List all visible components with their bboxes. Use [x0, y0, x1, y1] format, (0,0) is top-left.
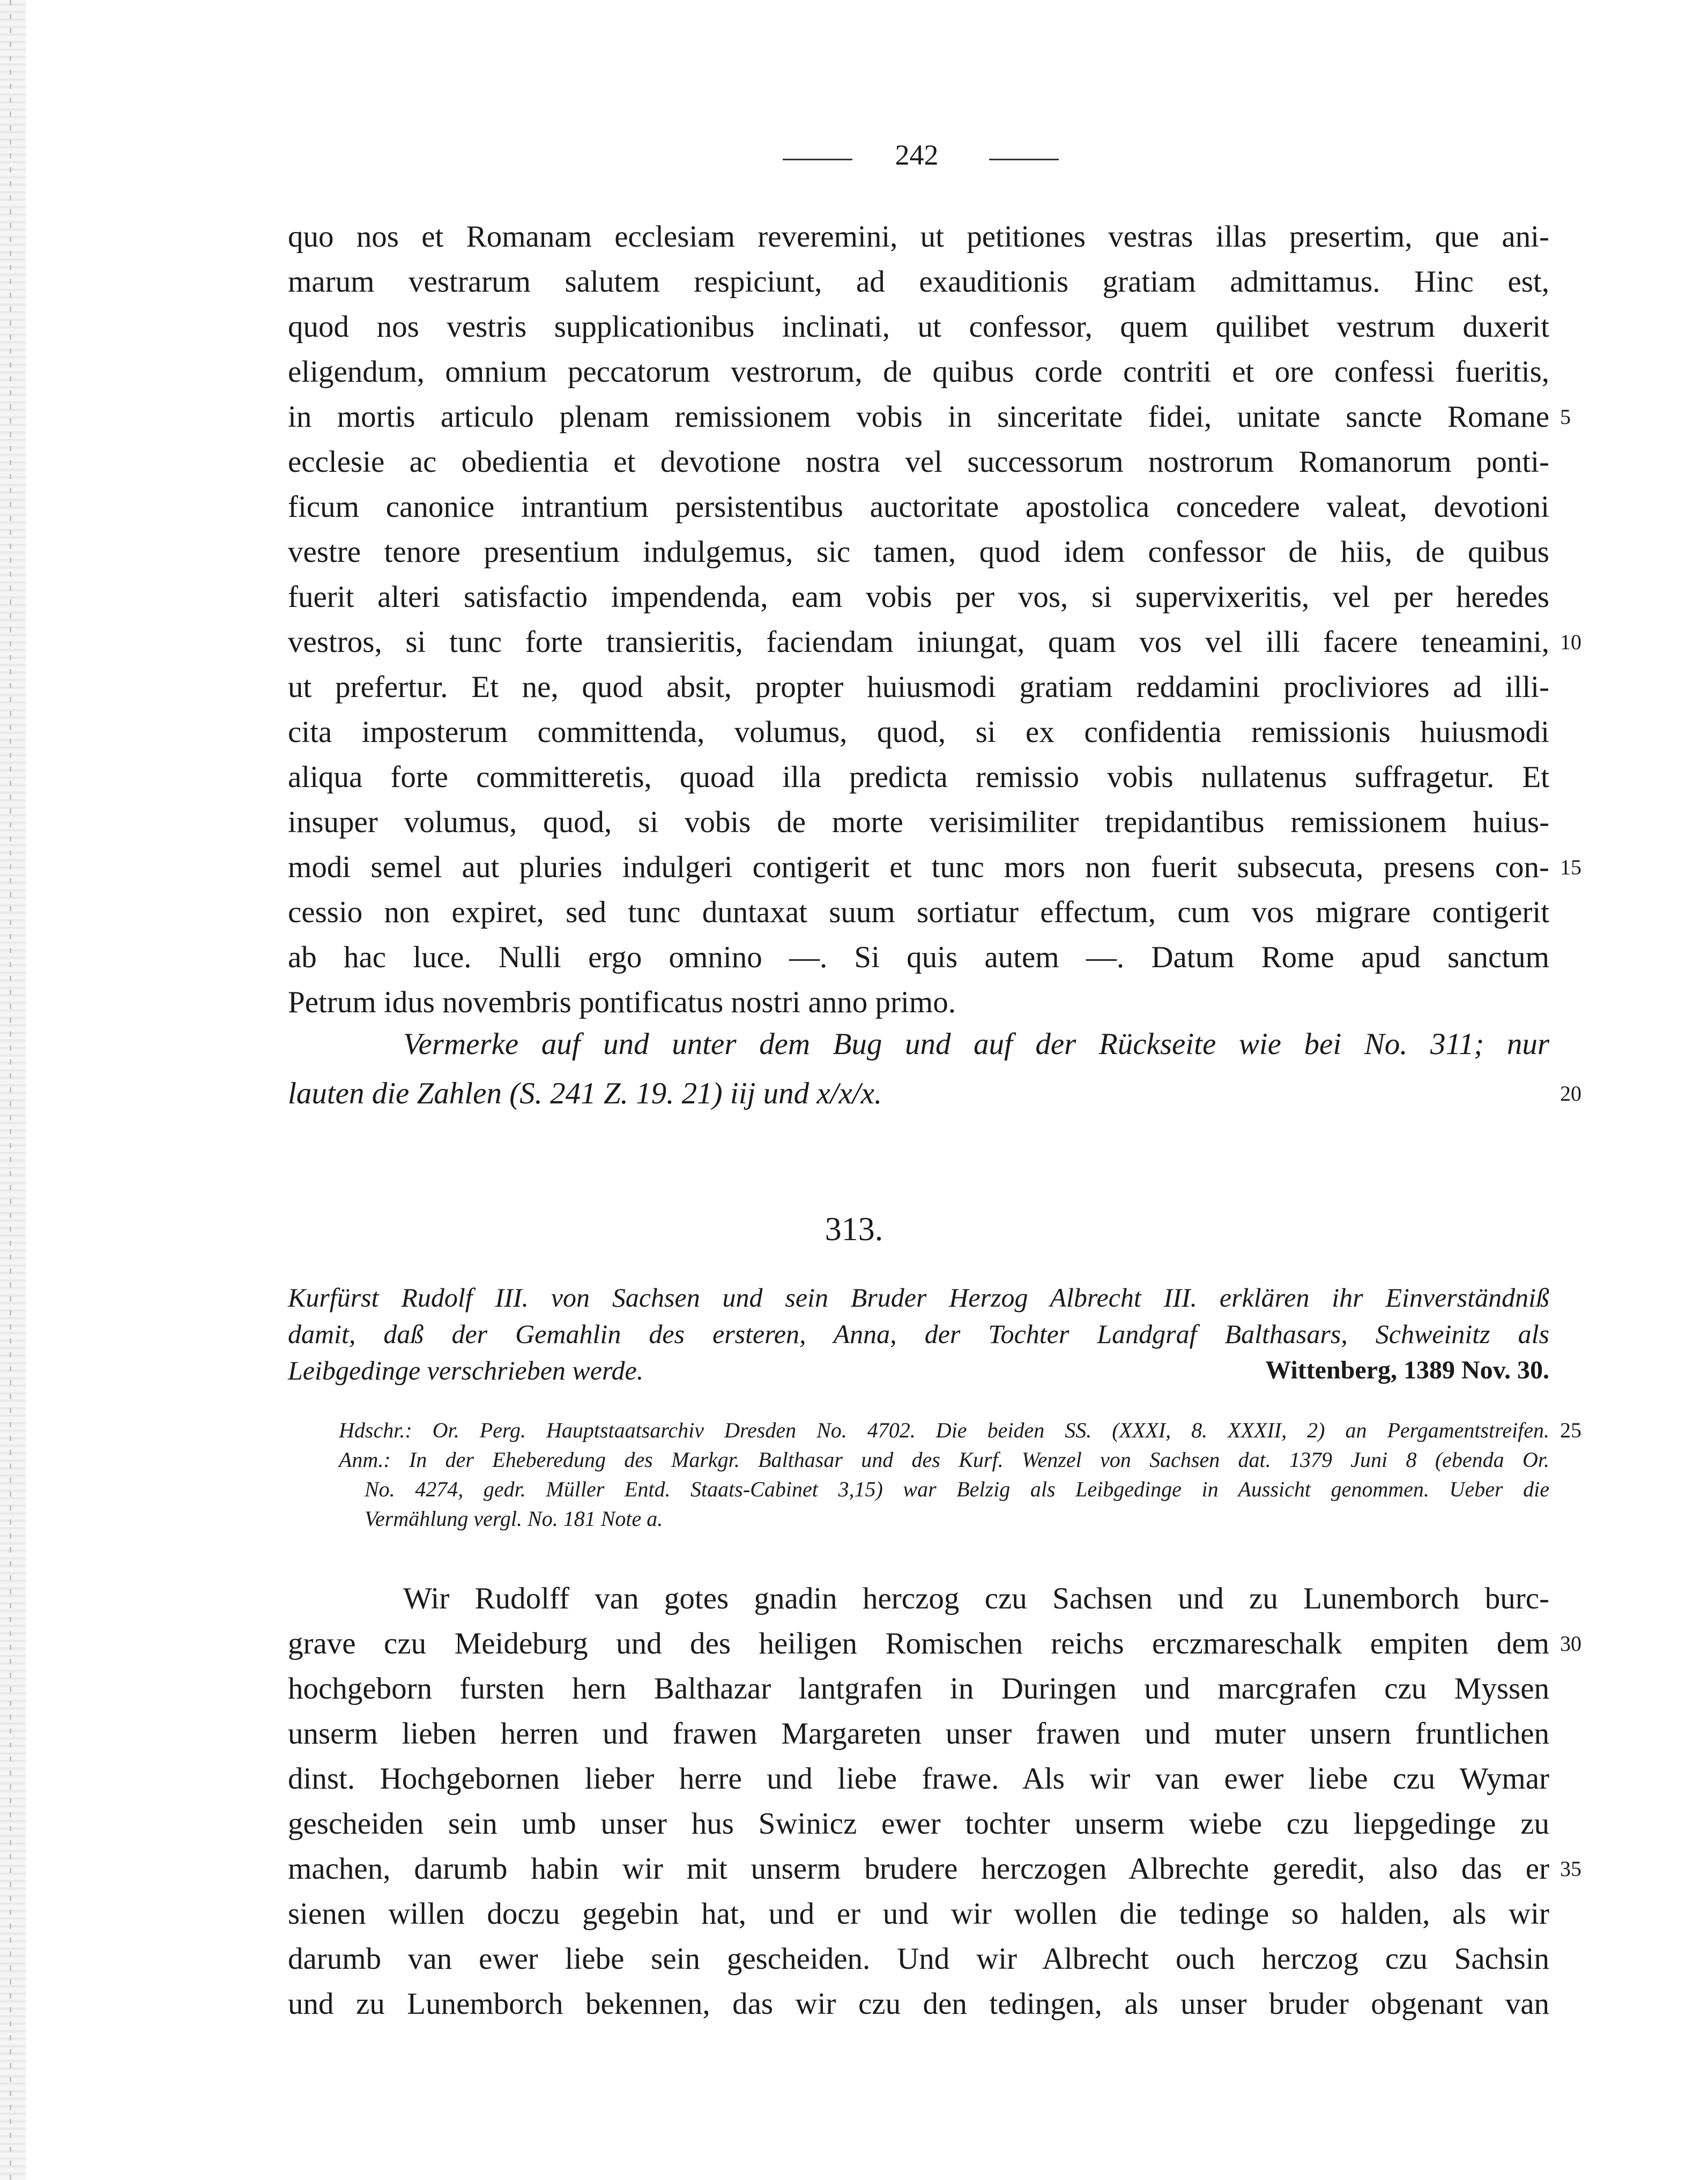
line-number: 35 [1560, 1857, 1581, 1881]
line-number: 5 [1560, 405, 1571, 429]
line-number: 20 [1560, 1081, 1581, 1106]
text-line: cita imposterum committenda, volumus, quod, si ex confidentia remissionis huiusmodi [288, 715, 1549, 749]
note-line: Vermählung vergl. No. 181 Note a. [365, 1507, 663, 1531]
text-line: unserm lieben herren und frawen Margareten unser frawen und muter unsern fruntlichen [288, 1717, 1549, 1751]
text-line: fuerit alteri satisfactio impendenda, eam vobis per vos, si supervixeritis, vel per heredes [288, 580, 1549, 614]
text-line: marum vestrarum salutem respiciunt, ad exauditionis gratiam admittamus. Hinc est, [288, 265, 1549, 299]
text-line: vestre tenore presentium indulgemus, sic tamen, quod idem confessor de hiis, de quibus [288, 535, 1549, 569]
text-line: ficum canonice intrantium persistentibus auctoritate apostolica concedere valeat, devotioni [288, 490, 1549, 524]
text-line: aliqua forte committeretis, quoad illa predicta remissio vobis nullatenus suffragetur. Et [288, 760, 1549, 794]
text-line: ecclesie ac obedientia et devotione nostra vel successorum nostrorum Romanorum ponti- [288, 445, 1549, 479]
header-rule-left [783, 159, 852, 160]
line-number: 25 [1560, 1418, 1581, 1442]
page-header [0, 138, 1708, 181]
text-line: hochgeborn fursten hern Balthazar lantgrafen in Duringen und marcgrafen czu Myssen [288, 1672, 1549, 1706]
scan-edge-mark [10, 0, 11, 2180]
text-line: insuper volumus, quod, si vobis de morte verisimiliter trepidantibus remissionem huius- [288, 805, 1549, 839]
page-number: 242 [895, 139, 939, 171]
regest-line: Kurfürst Rudolf III. von Sachsen und sein Bruder Herzog Albrecht III. erklären ihr Einverständniß [288, 1282, 1549, 1313]
document-number: 313. [825, 1211, 883, 1248]
text-line: eligendum, omnium peccatorum vestrorum, de quibus corde contriti et ore confessi fueritis, [288, 355, 1549, 389]
regest-line: Leibgedinge verschrieben werde. [288, 1355, 644, 1385]
note-line: Hdschr.: Or. Perg. Hauptstaatsarchiv Dresden No. 4702. Die beiden SS. (XXXI, 8. XXXII, 2) an Pergamentstreifen. [339, 1418, 1549, 1442]
scan-edge [0, 0, 26, 2180]
text-line: quo nos et Romanam ecclesiam reveremini, ut petitiones vestras illas presertim, que ani- [288, 220, 1549, 254]
text-line: quod nos vestris supplicationibus inclinati, ut confessor, quem quilibet vestrum duxerit [288, 310, 1549, 344]
header-rule-right [989, 159, 1059, 160]
text-line: in mortis articulo plenam remissionem vobis in sinceritate fidei, unitate sancte Romane [288, 400, 1549, 434]
text-line: vestros, si tunc forte transieritis, faciendam iniungat, quam vos vel illi facere teneamini, [288, 625, 1549, 659]
text-line: darumb van ewer liebe sein gescheiden. Und wir Albrecht ouch herczog czu Sachsin [288, 1942, 1549, 1976]
text-line: dinst. Hochgebornen lieber herre und liebe frawe. Als wir van ewer liebe czu Wymar [288, 1762, 1549, 1796]
text-line: Wir Rudolff van gotes gnadin herczog czu Sachsen und zu Lunemborch burc- [403, 1582, 1549, 1615]
text-line: grave czu Meideburg und des heiligen Romischen reichs erczmareschalk empiten dem [288, 1627, 1549, 1660]
text-line: ab hac luce. Nulli ergo omnino —. Si quis autem —. Datum Rome apud sanctum [288, 940, 1549, 974]
line-number: 10 [1560, 630, 1581, 654]
regest-line: damit, daß der Gemahlin des ersteren, Anna, der Tochter Landgraf Balthasars, Schweinitz als [288, 1319, 1549, 1349]
text-line: und zu Lunemborch bekennen, das wir czu den tedingen, als unser bruder obgenant van [288, 1987, 1549, 2021]
date-place: Wittenberg, 1389 Nov. 30. [1265, 1356, 1549, 1384]
text-line: machen, darumb habin wir mit unserm brudere herczogen Albrechte geredit, also das er [288, 1852, 1549, 1886]
remark-line: lauten die Zahlen (S. 241 Z. 19. 21) iij und x/x/x. [288, 1077, 882, 1110]
text-line: Petrum idus novembris pontificatus nostri anno primo. [288, 985, 956, 1019]
line-number: 30 [1560, 1632, 1581, 1656]
text-line: gescheiden sein umb unser hus Swinicz ewer tochter unserm wiebe czu liepgedinge zu [288, 1807, 1549, 1841]
text-line: cessio non expiret, sed tunc duntaxat suum sortiatur effectum, cum vos migrare contigerit [288, 895, 1549, 929]
text-line: sienen willen doczu gegebin hat, und er und wir wollen die tedinge so halden, als wir [288, 1897, 1549, 1931]
remark-line: Vermerke auf und unter dem Bug und auf der Rückseite wie bei No. 311; nur [403, 1027, 1549, 1061]
line-number: 15 [1560, 855, 1581, 879]
text-line: ut prefertur. Et ne, quod absit, propter huiusmodi gratiam reddamini procliviores ad illi- [288, 670, 1549, 704]
note-line: No. 4274, gedr. Müller Entd. Staats-Cabinet 3,15) war Belzig als Leibgedinge in Aussicht genommen. Ueber die [365, 1477, 1549, 1501]
text-line: modi semel aut pluries indulgeri contigerit et tunc mors non fuerit subsecuta, presens con- [288, 850, 1549, 884]
note-line: Anm.: In der Eheberedung des Markgr. Balthasar und des Kurf. Wenzel von Sachsen dat. 1379 Juni 8 (ebenda Or. [339, 1448, 1549, 1472]
